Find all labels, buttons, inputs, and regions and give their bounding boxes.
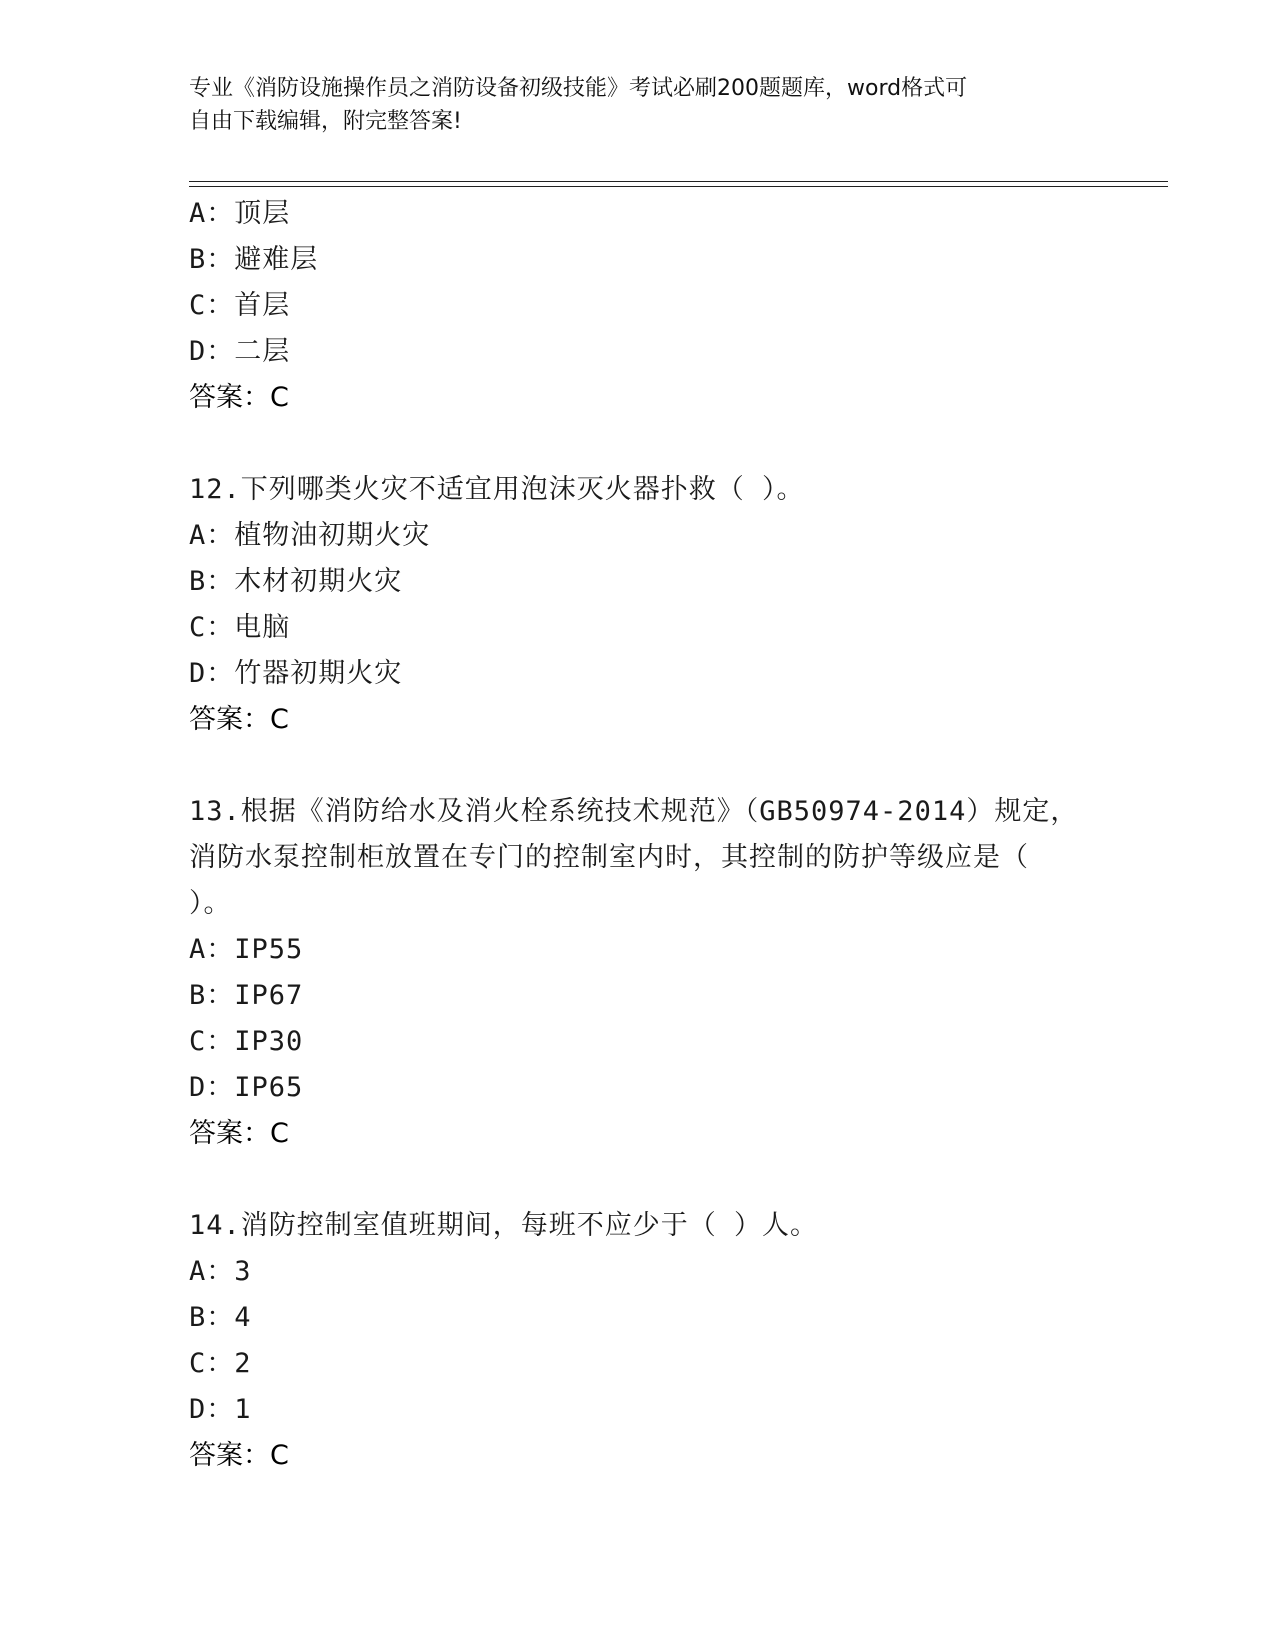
header-divider-top [189,181,1168,182]
option-a: A：植物油初期火灾 [189,520,431,551]
header-divider-bottom [189,186,1168,187]
option-a: A：IP55 [189,934,304,965]
option-b: B：木材初期火灾 [189,566,403,597]
question-text-line-2: 消防水泵控制柜放置在专门的控制室内时，其控制的防护等级应是（ [189,842,1029,873]
answer-line: 答案：C [189,1118,289,1149]
question-text: 12.下列哪类火灾不适宜用泡沫灭火器扑救（ ）。 [189,474,805,505]
question-block-14 [189,1203,1089,1479]
header-line-2: 自由下载编辑，附完整答案! [189,109,462,134]
answer-line: 答案：C [189,382,289,413]
question-text: 14.消防控制室值班期间，每班不应少于（ ）人。 [189,1210,819,1241]
question-block-13 [189,789,1089,1157]
option-d: D：竹器初期火灾 [189,658,403,689]
option-a: A：3 [189,1256,252,1287]
option-c: C：电脑 [189,612,291,643]
answer-line: 答案：C [189,1440,289,1471]
question-block-prev [189,191,1089,421]
document-header [189,72,1089,138]
question-list [189,191,1089,1479]
option-a: A：顶层 [189,198,291,229]
option-c: C：2 [189,1348,252,1379]
question-text-line-3: ）。 [189,888,232,919]
answer-line: 答案：C [189,704,289,735]
option-c: C：首层 [189,290,291,321]
question-block-12 [189,467,1089,743]
option-b: B：4 [189,1302,252,1333]
question-text-line-1: 13.根据《消防给水及消火栓系统技术规范》（GB50974-2014）规定， [189,796,1079,827]
header-line-1: 专业《消防设施操作员之消防设备初级技能》考试必刷200题题库，word格式可 [189,76,968,101]
option-d: D：二层 [189,336,291,367]
option-c: C：IP30 [189,1026,304,1057]
option-d: D：1 [189,1394,252,1425]
option-b: B：避难层 [189,244,319,275]
option-b: B：IP67 [189,980,304,1011]
option-d: D：IP65 [189,1072,304,1103]
